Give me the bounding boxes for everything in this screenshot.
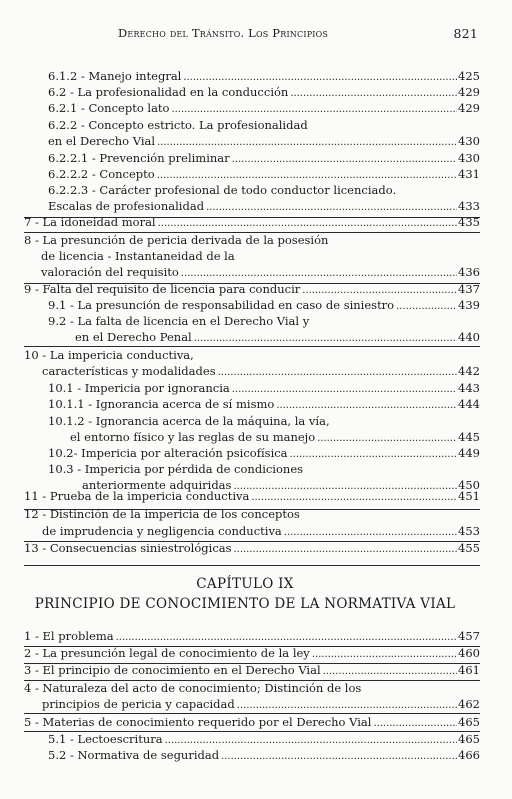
toc-entry-text: en el Derecho Penal (75, 330, 192, 344)
section-divider (24, 731, 480, 732)
dot-leader (234, 540, 458, 556)
section-divider (24, 283, 480, 284)
toc-entry-text: 2 - La presunción legal de conocimiento de la ley (24, 646, 310, 660)
toc-entry-text: características y modalidades (42, 364, 216, 378)
toc-entry (75, 329, 480, 345)
running-header (118, 26, 478, 42)
chapter-title: PRINCIPIO DE CONOCIMIENTO DE LA NORMATIVA VIAL (34, 596, 456, 612)
toc-entry (48, 150, 480, 166)
toc-entry-text: de imprudencia y negligencia conductiva (42, 524, 282, 538)
toc-entry (48, 396, 480, 412)
toc-entry-text: 6.2.2.1 - Prevención preliminar (48, 151, 230, 165)
toc-entry-text: 5 - Materias de conocimiento requerido por el Derecho Vial (24, 715, 372, 729)
dot-leader (237, 696, 457, 712)
toc-entry-page: 440 (458, 330, 480, 344)
toc-entry-text: 9 - Falta del requisito de licencia para conducir (24, 282, 301, 296)
dot-leader (251, 488, 457, 504)
toc-entry-text: 10.1 - Impericia por ignorancia (48, 381, 230, 395)
dot-leader (323, 662, 457, 678)
dot-leader (194, 329, 457, 345)
toc-entry-text: Escalas de profesionalidad (48, 199, 205, 213)
toc-entry-page: 436 (458, 265, 480, 279)
section-divider (24, 217, 480, 218)
toc-entry-page: 465 (458, 732, 480, 746)
toc-entry (48, 413, 480, 429)
toc-entry (42, 696, 480, 712)
toc-entry-page: 465 (458, 715, 480, 729)
toc-entry (48, 445, 480, 461)
section-divider (24, 713, 480, 714)
toc-entry-text: 7 - La idoneidad moral (24, 215, 156, 229)
toc-entry-page: 425 (458, 69, 480, 83)
toc-entry-text: 6.2.2.3 - Carácter profesional de todo conductor licenciado. (48, 183, 397, 197)
section-divider (24, 663, 480, 664)
toc-entry-text: 6.1.2 - Manejo integral (48, 69, 182, 83)
toc-entry-text: 13 - Consecuencias siniestrológicas (24, 541, 232, 555)
toc-entry-text: 4 - Naturaleza del acto de conocimiento; Distinción de los (24, 681, 362, 695)
toc-entry (48, 380, 480, 396)
toc-entry (24, 680, 480, 696)
dot-leader (206, 198, 457, 214)
toc-entry-page: 437 (458, 282, 480, 296)
toc-entry-text: 3 - El principio de conocimiento en el Derecho Vial (24, 663, 321, 677)
toc-entry (24, 714, 480, 730)
toc-entry (24, 488, 480, 504)
section-divider (24, 232, 480, 233)
toc-entry (48, 182, 480, 198)
toc-entry-text: 11 - Prueba de la impericia conductiva (24, 489, 250, 503)
toc-entry (70, 429, 480, 445)
toc-entry-page: 430 (458, 151, 480, 165)
toc-entry-page: 439 (458, 298, 480, 312)
dot-leader (183, 68, 457, 84)
toc-entry (24, 232, 480, 248)
chapter-label: CAPÍTULO IX (196, 576, 294, 592)
toc-entry (48, 166, 480, 182)
dot-leader (290, 84, 457, 100)
toc-entry (48, 100, 480, 116)
toc-entry (48, 68, 480, 84)
toc-entry (24, 540, 480, 556)
toc-entry-text: 10.2- Impericia por alteración psicofísica (48, 446, 288, 460)
toc-entry-page: 450 (458, 478, 480, 492)
toc-entry (48, 313, 480, 329)
toc-entry-text: en el Derecho Vial (48, 134, 156, 148)
toc-entry-page: 462 (458, 697, 480, 711)
toc-entry (48, 731, 480, 747)
toc-entry-text: anteriormente adquiridas (82, 478, 232, 492)
dot-leader (157, 166, 457, 182)
toc-entry-text: 6.2.1 - Concepto lato (48, 101, 170, 115)
dot-leader (373, 714, 457, 730)
dot-leader (221, 747, 457, 763)
toc-entry (48, 133, 480, 149)
toc-entry-page: 429 (458, 101, 480, 115)
toc-entry-text: valoración del requisito (41, 265, 179, 279)
toc-entry (41, 248, 480, 264)
toc-entry-text: 10.3 - Impericia por pérdida de condiciones (48, 462, 304, 476)
toc-entry-text: 12 - Distinción de la impericia de los conceptos (24, 507, 300, 521)
toc-entry-page: 453 (458, 524, 480, 538)
toc-entry-text: 10.1.1 - Ignorancia acerca de sí mismo (48, 397, 275, 411)
page-number: 821 (453, 26, 478, 41)
section-divider (24, 565, 480, 566)
toc-entry-page: 430 (458, 134, 480, 148)
toc-entry (24, 645, 480, 661)
dot-leader (232, 380, 457, 396)
section-divider (24, 346, 480, 347)
toc-entry-page: 433 (458, 199, 480, 213)
toc-entry (48, 117, 480, 133)
toc-entry-text: de licencia - Instantaneidad de la (41, 249, 235, 263)
section-divider (24, 509, 480, 510)
toc-entry (42, 363, 480, 379)
header-title: Derecho del Tránsito. Los Principios (118, 26, 329, 40)
dot-leader (396, 297, 457, 313)
toc-entry-text: 5.1 - Lectoescritura (48, 732, 163, 746)
dot-leader (284, 523, 457, 539)
toc-entry (48, 297, 480, 313)
toc-entry (24, 662, 480, 678)
dot-leader (116, 628, 457, 644)
toc-entry-text: 9.1 - La presunción de responsabilidad en caso de siniestro (48, 298, 395, 312)
toc-entry (48, 198, 480, 214)
toc-entry-text: 6.2.2 - Concepto estricto. La profesionalidad (48, 118, 308, 132)
toc-entry-text: 9.2 - La falta de licencia en el Derecho Vial y (48, 314, 310, 328)
toc-entry-page: 449 (458, 446, 480, 460)
dot-leader (290, 445, 458, 461)
toc-entry (48, 747, 480, 763)
dot-leader (232, 150, 457, 166)
toc-entry (42, 523, 480, 539)
dot-leader (171, 100, 457, 116)
toc-entry-text: principios de pericia y capacidad (42, 697, 235, 711)
toc-entry-page: 443 (458, 381, 480, 395)
toc-entry-page: 435 (458, 215, 480, 229)
toc-entry-page: 466 (458, 748, 480, 762)
section-divider (24, 646, 480, 647)
toc-entry-text: 1 - El problema (24, 629, 114, 643)
toc-entry-page: 429 (458, 85, 480, 99)
toc-entry-page: 461 (458, 663, 480, 677)
toc-entry (48, 461, 480, 477)
toc-entry-text: 6.2.2.2 - Concepto (48, 167, 155, 181)
toc-entry-page: 460 (458, 646, 480, 660)
dot-leader (181, 264, 457, 280)
toc-entry-text: 8 - La presunción de pericia derivada de la posesión (24, 233, 329, 247)
toc-entry-page: 457 (458, 629, 480, 643)
toc-entry-page: 451 (458, 489, 480, 503)
toc-entry-text: 10 - La impericia conductiva, (24, 348, 194, 362)
toc-entry-text: 10.1.2 - Ignorancia acerca de la máquina, la vía, (48, 414, 330, 428)
dot-leader (218, 363, 457, 379)
toc-entry-page: 431 (458, 167, 480, 181)
toc-entry-text: 6.2 - La profesionalidad en la conducción (48, 85, 289, 99)
toc-entry-page: 445 (458, 430, 480, 444)
dot-leader (157, 133, 457, 149)
toc-entry-page: 455 (458, 541, 480, 555)
dot-leader (312, 645, 457, 661)
dot-leader (276, 396, 457, 412)
section-divider (24, 680, 480, 681)
toc-entry (24, 347, 480, 363)
toc-entry-page: 442 (458, 364, 480, 378)
toc-entry (24, 628, 480, 644)
dot-leader (165, 731, 457, 747)
dot-leader (317, 429, 457, 445)
toc-entry-page: 444 (458, 397, 480, 411)
toc-entry-text: el entorno físico y las reglas de su manejo (70, 430, 316, 444)
toc-entry (41, 264, 480, 280)
toc-entry-text: 5.2 - Normativa de seguridad (48, 748, 220, 762)
section-divider (24, 541, 480, 542)
toc-entry (48, 84, 480, 100)
